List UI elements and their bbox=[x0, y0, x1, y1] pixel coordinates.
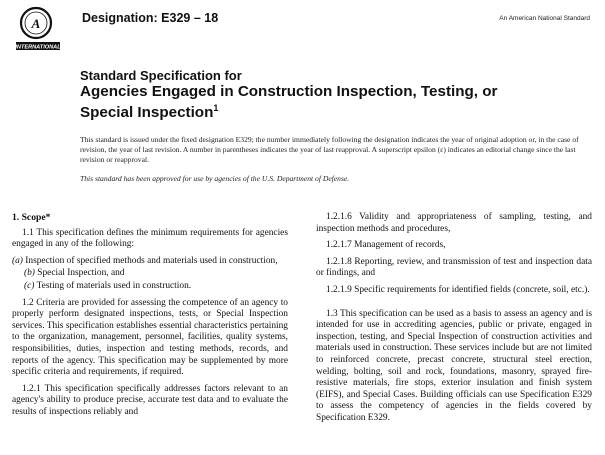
svg-text:A: A bbox=[31, 16, 41, 31]
paragraph-1-2-1: 1.2.1 This specification specifically addresses factors relevant to an agency's ability to produce precise, accurate test data and to evaluate the results of inspections reliably and bbox=[12, 383, 288, 417]
section-heading-scope: 1. Scope* bbox=[12, 212, 51, 223]
paragraph-1-2-1-6: 1.2.1.6 Validity and appropriateness of sampling, testing, and inspection methods and procedures, bbox=[316, 212, 592, 234]
title-line-1: Standard Specification for bbox=[80, 68, 242, 83]
paragraph-1-2-1-7: 1.2.1.7 Management of records, bbox=[326, 240, 446, 251]
national-standard-label: An American National Standard bbox=[499, 15, 590, 22]
list-item-a: (a) Inspection of specified methods and materials used in construction, bbox=[12, 255, 278, 266]
designation: Designation: E329 – 18 bbox=[82, 11, 219, 25]
paragraph-1-3: 1.3 This specification can be used as a basis to assess an agency and is intended for use in accrediting agencies, public or private, engaged in inspection, testing, and Special Inspection of construction activities and materials used in construction. These services include but are not limited to reinforced concrete, precast concrete, structural steel erection, welding, bolting, soil and rock, foundations, masonry, sprayed fire-resistive materials, fire stops, exterior insulation and finish system (EIFS), and Special Cases. Building officials can use Specification E329 to assess the competency of agencies in the fields covered by Specification E329. bbox=[316, 308, 592, 423]
title-line-3: Special Inspection$^1$ bbox=[80, 103, 219, 122]
issuance-notice: This standard is issued under the fixed designation E329; the number immediately following the designation indicates the year of original adoption or, in the case of revision, the year of last revision. A number in parentheses indicates the year of last reapproval. A superscript epsilon (ε) indicates an editorial change since the last revision or reapproval. bbox=[80, 135, 579, 165]
astm-logo bbox=[14, 6, 62, 52]
paragraph-1-1: 1.1 This specification defines the minimum requirements for agencies engaged in any of the following: bbox=[12, 227, 288, 250]
paragraph-1-2: 1.2 Criteria are provided for assessing the competence of an agency to properly perform designated inspections, tests, or Special Inspection services. This specification establishes essential characteristics pertaining to the organization, management, personnel, facilities, quality systems, responsibilities, duties, inspection and testing methods, records, and reports of the agency. This specification may be supplemented by more specific criteria and requirements, if required. bbox=[12, 297, 288, 378]
document-title bbox=[80, 68, 590, 121]
title-footnote-mark: 1 bbox=[213, 103, 219, 113]
list-item-b: (b) Special Inspection, and bbox=[24, 268, 125, 279]
paragraph-1-2-1-8: 1.2.1.8 Reporting, review, and transmission of test and inspection data or findings, and bbox=[316, 256, 592, 279]
title-line-2: Agencies Engaged in Construction Inspection, Testing, or bbox=[80, 83, 498, 100]
svg-text:INTERNATIONAL: INTERNATIONAL bbox=[15, 44, 61, 51]
paragraph-1-2-1-9: 1.2.1.9 Specific requirements for identified fields (concrete, soil, etc.). bbox=[326, 284, 590, 295]
list-item-c: (c) Testing of materials used in construction. bbox=[24, 280, 192, 291]
dod-approval-note: This standard has been approved for use by agencies of the U.S. Department of Defense. bbox=[80, 174, 350, 183]
left-column bbox=[12, 212, 288, 455]
right-column bbox=[316, 212, 592, 455]
